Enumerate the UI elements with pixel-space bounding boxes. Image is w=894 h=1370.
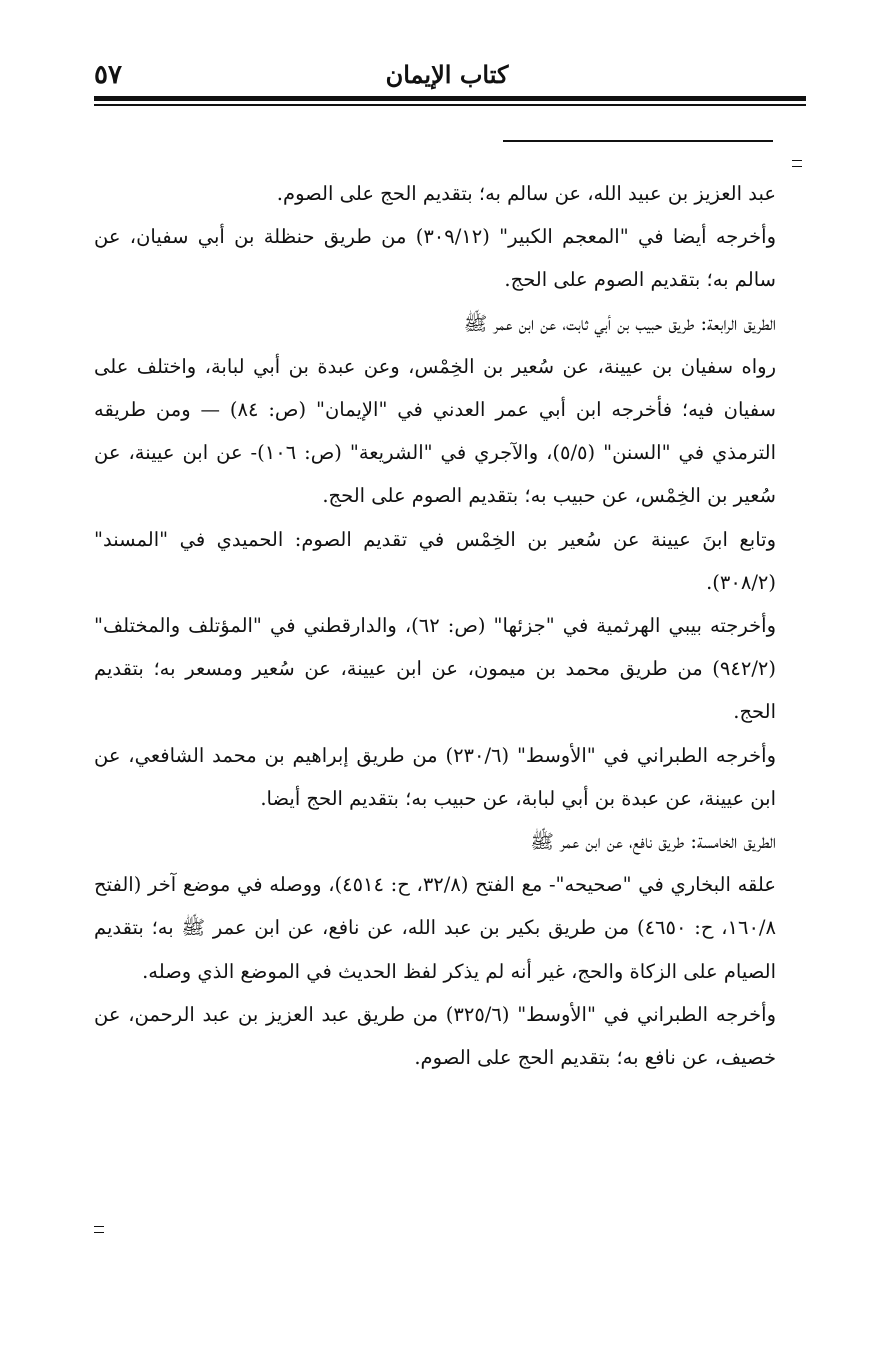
header-rule-thin (94, 104, 806, 106)
paragraph: عبد العزيز بن عبيد الله، عن سالم به؛ بتقديم الحج على الصوم. (276, 182, 776, 205)
paragraph: علقه البخاري في "صحيحه"- مع الفتح (٣٢/٨، ح: ٤٥١٤)، ووصله في موضع آخر (الفتح ١٦٠/٨، ح: ٤٦٥٠) من طريق بكير بن عبد الله، عن نافع، عن ابن عمر ﷺ به؛ بتقديم الصيام على الزكاة والحج، غير أنه لم يذكر لفظ الحديث في الموضع الذي وصله. (94, 873, 776, 983)
paragraph: وتابع ابنَ عيينة عن سُعير بن الخِمْس في تقديم الصوم: الحميدي في "المسند" (٣٠٨/٢). (94, 527, 776, 594)
paragraph: وأخرجه الطبراني في "الأوسط" (٣٢٥/٦) من طريق عبد العزيز بن عبد الرحمن، عن خصيف، عن نافع به؛ بتقديم الحج على الصوم. (94, 1002, 776, 1070)
running-header (94, 56, 800, 96)
paragraph: رواه سفيان بن عيينة، عن سُعير بن الخِمْس، وعن عبدة بن أبي لبابة، واختلف على سفيان فيه؛ فأخرجه ابن أبي عمر العدني في "الإيمان" (ص: ٨٤) — ومن طريقه الترمذي في "السنن" (٥/٥)، والآجري في "الشريعة" (ص: ١٠٦)- عن ابن عيينة، عن سُعير بن الخِمْس، عن حبيب به؛ بتقديم الصوم على الحج. (94, 354, 776, 508)
section-heading: الطريق الرابعة: طريق حبيب بن أبي ثابت، عن ابن عمر ﷺ (463, 311, 776, 335)
footnote-continuation-mark-top (792, 160, 802, 167)
footnote-separator (503, 140, 773, 142)
page-number: ٥٧ (94, 60, 122, 90)
paragraph: وأخرجه أيضا في "المعجم الكبير" (٣٠٩/١٢) من طريق حنظلة بن أبي سفيان، عن سالم به؛ بتقديم الصوم على الحج. (94, 225, 777, 292)
footnote-continuation-mark-bottom (94, 1226, 104, 1233)
header-rule-thick (94, 96, 806, 101)
book-title: كتاب الإيمان (385, 60, 509, 89)
paragraph: وأخرجه الطبراني في "الأوسط" (٢٣٠/٦) من طريق إبراهيم بن محمد الشافعي، عن ابن عيينة، عن عبدة بن أبي لبابة، عن حبيب به؛ بتقديم الحج أيضا. (94, 743, 776, 810)
section-heading: الطريق الخامسة: طريق نافع، عن ابن عمر ﷺ (530, 830, 776, 854)
paragraph: وأخرجته بيبي الهرثمية في "جزئها" (ص: ٦٢)، والدارقطني في "المؤتلف والمختلف" (٩٤٢/٢) من طريق محمد بن ميمون، عن ابن عيينة، عن سُعير ومسعر به؛ بتقديم الحج. (94, 614, 776, 724)
footnote-text (94, 172, 776, 1079)
